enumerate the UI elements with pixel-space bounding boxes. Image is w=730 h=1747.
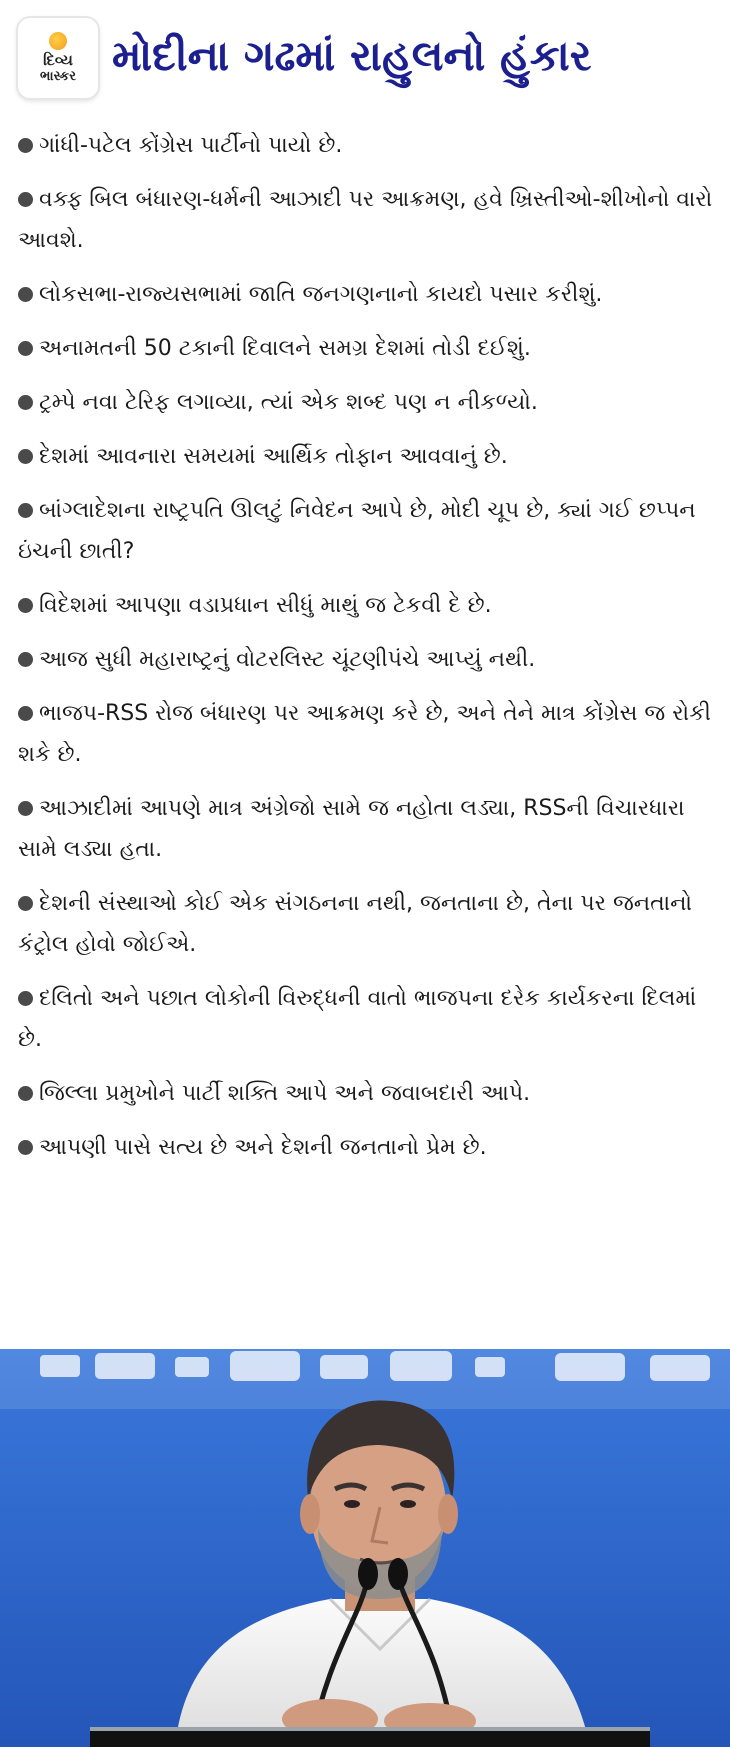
point-text: દેશમાં આવનારા સમયમાં આર્થિક તોફાન આવવાનું છે. — [39, 444, 508, 469]
podium — [90, 1731, 650, 1747]
logo-line-1: દિવ્ય — [43, 51, 73, 69]
list-item — [18, 274, 718, 315]
divya-bhaskar-logo[interactable] — [18, 18, 98, 98]
list-item — [18, 788, 718, 870]
bullet-icon — [18, 395, 33, 410]
header — [0, 0, 730, 120]
bullet-icon — [18, 896, 33, 911]
point-text: આપણી પાસે સત્ય છે અને દેશની જનતાનો પ્રેમ છે. — [39, 1135, 487, 1160]
point-text: જિલ્લા પ્રમુખોને પાર્ટી શક્તિ આપે અને જવાબદારી આપે. — [39, 1081, 531, 1106]
list-item — [18, 693, 718, 775]
logo-line-2: ભાસ્કર — [40, 69, 76, 84]
point-text: ભાજપ-RSS રોજ બંધારણ પર આક્રમણ કરે છે, અને તેને માત્ર કોંગ્રેસ જ રોકી શકે છે. — [18, 701, 711, 767]
bullet-icon — [18, 801, 33, 816]
list-item — [18, 585, 718, 626]
point-text: ગાંધી-પટેલ કોંગ્રેસ પાર્ટીનો પાયો છે. — [39, 133, 343, 158]
bullet-icon — [18, 652, 33, 667]
bullet-icon — [18, 287, 33, 302]
list-item — [18, 490, 718, 572]
bullet-icon — [18, 598, 33, 613]
point-text: લોકસભા-રાજ્યસભામાં જાતિ જનગણનાનો કાયદો પસાર કરીશું. — [39, 282, 603, 307]
point-text: વિદેશમાં આપણા વડાપ્રધાન સીધું માથું જ ટેકવી દે છે. — [39, 593, 492, 618]
bullet-icon — [18, 706, 33, 721]
key-points-list — [18, 125, 718, 1181]
list-item — [18, 328, 718, 369]
bullet-icon — [18, 341, 33, 356]
point-text: દલિતો અને પછાત લોકોની વિરુદ્ધની વાતો ભાજપના દરેક કાર્યકરના દિલમાં છે. — [18, 986, 697, 1052]
bullet-icon — [18, 449, 33, 464]
list-item — [18, 978, 718, 1060]
bullet-icon — [18, 1140, 33, 1155]
point-text: બાંગ્લાદેશના રાષ્ટ્રપતિ ઊલટું નિવેદન આપે છે, મોદી ચૂપ છે, ક્યાં ગઈ છપ્પન ઇંચની છાતી? — [18, 498, 696, 564]
point-text: ટ્રમ્પે નવા ટેરિફ લગાવ્યા, ત્યાં એક શબ્દ પણ ન નીકળ્યો. — [39, 390, 538, 415]
bullet-icon — [18, 192, 33, 207]
list-item — [18, 1073, 718, 1114]
list-item — [18, 1127, 718, 1168]
point-text: વક્ફ બિલ બંધારણ-ધર્મની આઝાદી પર આક્રમણ, હવે ખ્રિસ્તીઓ-શીખોનો વારો આવશે. — [18, 187, 713, 253]
point-text: આઝાદીમાં આપણે માત્ર અંગ્રેજો સામે જ નહોતા લડ્યા, RSSની વિચારધારા સામે લડ્યા હતા. — [18, 796, 685, 862]
speaker-photo — [0, 1349, 730, 1747]
point-text: દેશની સંસ્થાઓ કોઈ એક સંગઠનના નથી, જનતાના છે, તેના પર જનતાનો કંટ્રોલ હોવો જોઈએ. — [18, 891, 693, 957]
list-item — [18, 639, 718, 680]
point-text: આજ સુધી મહારાષ્ટ્રનું વોટરલિસ્ટ ચૂંટણીપંચે આપ્યું નથી. — [39, 647, 536, 672]
bullet-icon — [18, 1086, 33, 1101]
list-item — [18, 883, 718, 965]
point-text: અનામતની 50 ટકાની દિવાલને સમગ્ર દેશમાં તોડી દઈશું. — [39, 336, 531, 361]
list-item — [18, 125, 718, 166]
bullet-icon — [18, 991, 33, 1006]
list-item — [18, 382, 718, 423]
bullet-icon — [18, 138, 33, 153]
list-item — [18, 179, 718, 261]
sun-icon — [49, 32, 67, 50]
speaker-illustration — [0, 1349, 730, 1747]
list-item — [18, 436, 718, 477]
headline: મોદીના ગઢમાં રાહુલનો હુંકાર — [112, 31, 592, 80]
bullet-icon — [18, 503, 33, 518]
